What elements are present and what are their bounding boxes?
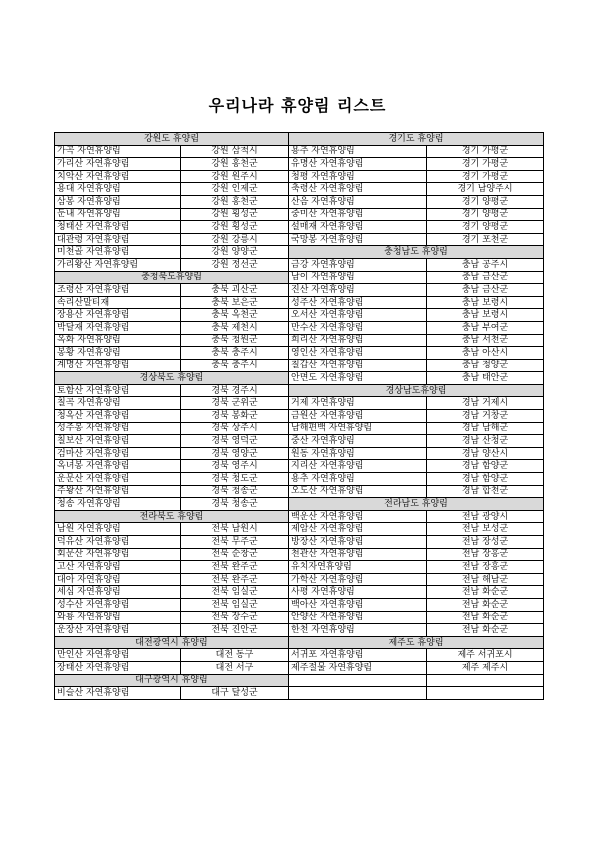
forest-name-right: 거제 자연휴양림 (289, 397, 427, 410)
table-row (55, 573, 544, 586)
forest-location-right: 경남 산청군 (427, 435, 544, 448)
forest-name-left: 청태산 자연휴양림 (55, 221, 181, 234)
forest-location-left: 충북 괴산군 (181, 284, 289, 297)
forest-name-right: 금원산 자연휴양림 (289, 410, 427, 423)
forest-name-right: 유명산 자연휴양림 (289, 158, 427, 171)
forest-location-right: 제주 제주시 (427, 661, 544, 674)
forest-location-left: 충북 제천시 (181, 321, 289, 334)
forest-name-right: 축령산 자연휴양림 (289, 183, 427, 196)
region-header-right: 충청남도 휴양림 (289, 246, 544, 259)
region-header-left: 충청북도휴양림 (55, 271, 289, 284)
table-row (55, 145, 544, 158)
forest-location-right: 전남 보성군 (427, 523, 544, 536)
forest-location-right: 경남 거창군 (427, 410, 544, 423)
forest-name-right: 진산 자연휴양림 (289, 284, 427, 297)
forest-name-left: 봉황 자연휴양림 (55, 347, 181, 360)
forest-name-right: 천관산 자연휴양림 (289, 548, 427, 561)
forest-location-left: 대전 동구 (181, 649, 289, 662)
table-row (55, 384, 544, 397)
forest-location-left: 강원 횡성군 (181, 221, 289, 234)
forest-location-left: 충북 충주시 (181, 347, 289, 360)
forest-name-right: 영인산 자연휴양림 (289, 347, 427, 360)
forest-location-left: 경북 영덕군 (181, 435, 289, 448)
forest-location-left: 충북 충주시 (181, 359, 289, 372)
forest-name-left: 미천골 자연휴양림 (55, 246, 181, 259)
forest-name-right: 남해편백 자연휴양림 (289, 422, 427, 435)
forest-name-right: 남이 자연휴양림 (289, 271, 427, 284)
table-row (55, 598, 544, 611)
region-header-right: 경기도 휴양림 (289, 133, 544, 146)
forest-name-left: 검마산 자연휴양림 (55, 447, 181, 460)
table-row (55, 460, 544, 473)
forest-location-left: 충북 보은군 (181, 296, 289, 309)
forest-location-left: 경북 청도군 (181, 473, 289, 486)
region-header-right: 제주도 휴양림 (289, 636, 544, 649)
table-row (55, 674, 544, 687)
forest-location-left: 강원 원주시 (181, 170, 289, 183)
page-title: 우리나라 휴양림 리스트 (208, 96, 387, 115)
forest-location-right: 경남 합천군 (427, 485, 544, 498)
forest-location-right: 충남 부여군 (427, 321, 544, 334)
forest-name-left: 운장산 자연휴양림 (55, 624, 181, 637)
forest-name-left: 용대 자연휴양림 (55, 183, 181, 196)
forest-location-left: 강원 횡성군 (181, 208, 289, 221)
region-header-left: 대전광역시 휴양림 (55, 636, 289, 649)
forest-location-left: 대전 서구 (181, 661, 289, 674)
forest-location-right: 전남 장흥군 (427, 561, 544, 574)
forest-location-right: 경기 가평군 (427, 170, 544, 183)
table-row (55, 246, 544, 259)
forest-location-right: 충남 금산군 (427, 271, 544, 284)
forest-name-right: 중산 자연휴양림 (289, 435, 427, 448)
forest-location-left: 강원 양양군 (181, 246, 289, 259)
forest-name-left: 박달재 자연휴양림 (55, 321, 181, 334)
region-header-right: 경상남도휴양림 (289, 384, 544, 397)
forest-location-left: 강원 인제군 (181, 183, 289, 196)
forest-location-left: 경북 군위군 (181, 397, 289, 410)
forest-name-left: 남원 자연휴양림 (55, 523, 181, 536)
table-row (55, 586, 544, 599)
forest-location-left: 강원 강릉시 (181, 233, 289, 246)
forest-name-right: 금강 자연휴양림 (289, 258, 427, 271)
forest-location-left: 충북 청원군 (181, 334, 289, 347)
forest-name-left: 옥화 자연휴양림 (55, 334, 181, 347)
forest-location-left: 충북 옥천군 (181, 309, 289, 322)
forest-name-left: 성주봉 자연휴양림 (55, 422, 181, 435)
empty-cell (427, 674, 544, 687)
table-row (55, 233, 544, 246)
forest-location-right: 전남 장성군 (427, 536, 544, 549)
forest-location-left: 전북 임실군 (181, 586, 289, 599)
table-row (55, 372, 544, 385)
forest-name-right: 원동 자연휴양림 (289, 447, 427, 460)
empty-cell (289, 687, 427, 700)
forest-location-right: 경기 포천군 (427, 233, 544, 246)
table-row (55, 296, 544, 309)
table-row (55, 435, 544, 448)
forest-name-left: 덕유산 자연휴양림 (55, 536, 181, 549)
table-row (55, 523, 544, 536)
forest-location-left: 경북 봉화군 (181, 410, 289, 423)
forest-name-left: 가리왕산 자연휴양림 (55, 258, 181, 271)
forest-name-left: 세심 자연휴양림 (55, 586, 181, 599)
forest-name-right: 한천 자연휴양림 (289, 624, 427, 637)
forest-location-left: 전북 남원시 (181, 523, 289, 536)
forest-name-left: 대아 자연휴양림 (55, 573, 181, 586)
forest-name-right: 만수산 자연휴양림 (289, 321, 427, 334)
forest-name-right: 국망봉 자연휴양림 (289, 233, 427, 246)
recreation-forest-table (54, 132, 544, 700)
forest-name-left: 만인산 자연휴양림 (55, 649, 181, 662)
table-row (55, 158, 544, 171)
table-row (55, 661, 544, 674)
table-row (55, 473, 544, 486)
forest-name-left: 삼봉 자연휴양림 (55, 195, 181, 208)
forest-name-left: 둔내 자연휴양림 (55, 208, 181, 221)
forest-location-right: 충남 청양군 (427, 359, 544, 372)
forest-location-left: 전북 장수군 (181, 611, 289, 624)
table-row (55, 498, 544, 511)
forest-name-left: 장태산 자연휴양림 (55, 661, 181, 674)
table-row (55, 183, 544, 196)
forest-location-right: 전남 광양시 (427, 510, 544, 523)
forest-name-left: 가리산 자연휴양림 (55, 158, 181, 171)
table-row (55, 258, 544, 271)
forest-location-right: 경남 양산시 (427, 447, 544, 460)
forest-location-left: 전북 완주군 (181, 573, 289, 586)
forest-location-left: 전북 무주군 (181, 536, 289, 549)
forest-location-right: 경기 가평군 (427, 158, 544, 171)
forest-location-left: 경북 청송군 (181, 485, 289, 498)
forest-location-left: 경북 경주시 (181, 384, 289, 397)
forest-location-right: 충남 서천군 (427, 334, 544, 347)
table-row (55, 397, 544, 410)
table-row (55, 548, 544, 561)
forest-name-right: 안면도 자연휴양림 (289, 372, 427, 385)
region-header-left: 강원도 휴양림 (55, 133, 289, 146)
forest-location-left: 전북 임실군 (181, 598, 289, 611)
table-row (55, 208, 544, 221)
forest-name-right: 오서산 자연휴양림 (289, 309, 427, 322)
table-row (55, 636, 544, 649)
empty-cell (427, 687, 544, 700)
forest-location-right: 충남 보령시 (427, 296, 544, 309)
table-row (55, 422, 544, 435)
forest-location-right: 경남 함양군 (427, 460, 544, 473)
forest-location-left: 경북 상주시 (181, 422, 289, 435)
forest-location-left: 대구 달성군 (181, 687, 289, 700)
forest-location-right: 전남 화순군 (427, 611, 544, 624)
forest-name-left: 속리산말티재 (55, 296, 181, 309)
forest-name-left: 치악산 자연휴양림 (55, 170, 181, 183)
forest-name-right: 안양산 자연휴양림 (289, 611, 427, 624)
forest-name-right: 오도산 자연휴양림 (289, 485, 427, 498)
forest-location-right: 경남 함양군 (427, 473, 544, 486)
forest-location-right: 경기 양평군 (427, 221, 544, 234)
forest-name-right: 서귀포 자연휴양림 (289, 649, 427, 662)
forest-name-right: 제주절물 자연휴양림 (289, 661, 427, 674)
forest-name-right: 방장산 자연휴양림 (289, 536, 427, 549)
forest-location-right: 충남 공주시 (427, 258, 544, 271)
table-row (55, 271, 544, 284)
table-row (55, 334, 544, 347)
forest-name-left: 청옥산 자연휴양림 (55, 410, 181, 423)
forest-location-left: 전북 순창군 (181, 548, 289, 561)
table-row (55, 133, 544, 146)
forest-location-left: 강원 정선군 (181, 258, 289, 271)
forest-location-left: 강원 홍천군 (181, 158, 289, 171)
forest-location-right: 충남 태안군 (427, 372, 544, 385)
forest-name-right: 산음 자연휴양림 (289, 195, 427, 208)
table-row (55, 170, 544, 183)
forest-location-right: 전남 장흥군 (427, 548, 544, 561)
forest-name-right: 유치자연휴양림 (289, 561, 427, 574)
forest-name-right: 칠갑산 자연휴양림 (289, 359, 427, 372)
forest-location-right: 전남 화순군 (427, 598, 544, 611)
forest-name-right: 백아산 자연휴양림 (289, 598, 427, 611)
table-row (55, 485, 544, 498)
table-row (55, 221, 544, 234)
forest-location-right: 경기 남양주시 (427, 183, 544, 196)
table-row (55, 410, 544, 423)
region-header-left: 전라북도 휴양림 (55, 510, 289, 523)
forest-name-left: 청송 자연휴양림 (55, 498, 181, 511)
forest-location-right: 경기 가평군 (427, 145, 544, 158)
forest-name-left: 비슬산 자연휴양림 (55, 687, 181, 700)
forest-name-right: 용추 자연휴양림 (289, 473, 427, 486)
forest-location-right: 전남 화순군 (427, 586, 544, 599)
forest-name-left: 가곡 자연휴양림 (55, 145, 181, 158)
table-row (55, 284, 544, 297)
forest-name-left: 장용산 자연휴양림 (55, 309, 181, 322)
forest-location-left: 강원 삼척시 (181, 145, 289, 158)
forest-name-left: 계명산 자연휴양림 (55, 359, 181, 372)
forest-name-right: 중미산 자연휴양림 (289, 208, 427, 221)
forest-name-right: 제암산 자연휴양림 (289, 523, 427, 536)
forest-name-left: 와룡 자연휴양림 (55, 611, 181, 624)
forest-name-left: 고산 자연휴양림 (55, 561, 181, 574)
forest-location-left: 경북 청송군 (181, 498, 289, 511)
forest-location-right: 전남 해남군 (427, 573, 544, 586)
table-row (55, 195, 544, 208)
forest-name-left: 옥녀봉 자연휴양림 (55, 460, 181, 473)
table-row (55, 687, 544, 700)
forest-location-right: 경남 거제시 (427, 397, 544, 410)
table-row (55, 611, 544, 624)
table-row (55, 510, 544, 523)
forest-location-right: 제주 서귀포시 (427, 649, 544, 662)
forest-name-right: 백운산 자연휴양림 (289, 510, 427, 523)
forest-name-left: 운문산 자연휴양림 (55, 473, 181, 486)
forest-name-left: 주왕산 자연휴양림 (55, 485, 181, 498)
forest-name-left: 대관령 자연휴양림 (55, 233, 181, 246)
forest-name-left: 성수산 자연휴양림 (55, 598, 181, 611)
forest-location-left: 경북 영양군 (181, 447, 289, 460)
forest-location-right: 충남 아산시 (427, 347, 544, 360)
forest-name-right: 용추 자연휴양림 (289, 145, 427, 158)
table-row (55, 536, 544, 549)
forest-location-right: 경남 남해군 (427, 422, 544, 435)
forest-name-left: 칠곡 자연휴양림 (55, 397, 181, 410)
forest-location-right: 경기 양평군 (427, 195, 544, 208)
forest-location-right: 충남 보령시 (427, 309, 544, 322)
forest-location-left: 경북 영주시 (181, 460, 289, 473)
forest-name-right: 성주산 자연휴양림 (289, 296, 427, 309)
table-row (55, 624, 544, 637)
region-header-left: 경상북도 휴양림 (55, 372, 289, 385)
table-row (55, 309, 544, 322)
forest-location-right: 전남 화순군 (427, 624, 544, 637)
table-row (55, 561, 544, 574)
forest-name-left: 회문산 자연휴양림 (55, 548, 181, 561)
forest-location-right: 경기 양평군 (427, 208, 544, 221)
empty-cell (289, 674, 427, 687)
forest-name-left: 칠보산 자연휴양림 (55, 435, 181, 448)
forest-location-left: 전북 진안군 (181, 624, 289, 637)
forest-name-left: 토함산 자연휴양림 (55, 384, 181, 397)
forest-name-right: 사평 자연휴양림 (289, 586, 427, 599)
region-header-left: 대구광역시 휴양림 (55, 674, 289, 687)
table-row (55, 347, 544, 360)
forest-name-left: 조령산 자연휴양림 (55, 284, 181, 297)
forest-location-left: 전북 완주군 (181, 561, 289, 574)
table-row (55, 359, 544, 372)
forest-name-right: 청평 자연휴양림 (289, 170, 427, 183)
table-row (55, 321, 544, 334)
forest-location-right: 충남 금산군 (427, 284, 544, 297)
forest-location-left: 강원 홍천군 (181, 195, 289, 208)
table-row (55, 447, 544, 460)
table-row (55, 649, 544, 662)
forest-name-right: 가학산 자연휴양림 (289, 573, 427, 586)
region-header-right: 전라남도 휴양림 (289, 498, 544, 511)
forest-name-right: 설매재 자연휴양림 (289, 221, 427, 234)
forest-name-right: 희리산 자연휴양림 (289, 334, 427, 347)
forest-name-right: 지리산 자연휴양림 (289, 460, 427, 473)
